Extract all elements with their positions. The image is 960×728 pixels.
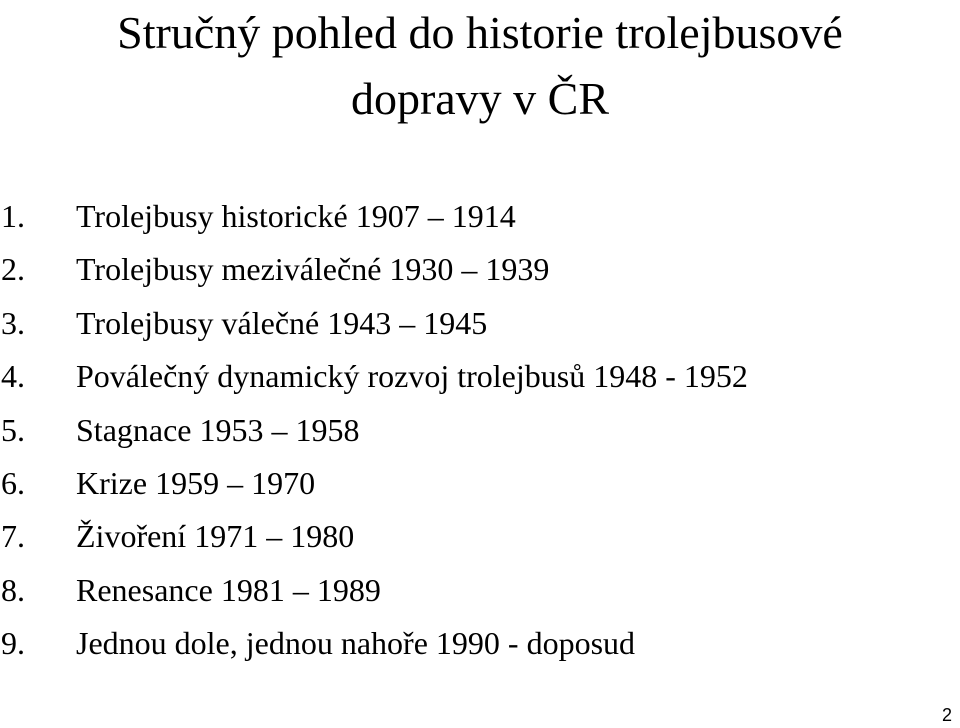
list-item xyxy=(0,350,748,403)
list-item-number: 4. xyxy=(1,358,25,395)
list-item xyxy=(0,564,748,617)
slide-title-line-1: Stručný pohled do historie trolejbusové xyxy=(117,7,843,58)
list-item-number: 2. xyxy=(1,251,25,288)
list-item xyxy=(0,404,748,457)
page-number: 2 xyxy=(941,705,952,725)
list-item-text: Stagnace 1953 – 1958 xyxy=(76,411,360,448)
list-item-number: 9. xyxy=(1,625,25,662)
list-item-number: 1. xyxy=(1,198,25,234)
list-item xyxy=(0,617,748,670)
slide-title xyxy=(0,0,960,132)
list-item-text: Jednou dole, jednou nahoře 1990 - doposud xyxy=(76,625,636,662)
agenda-list xyxy=(0,190,748,671)
list-item-number: 5. xyxy=(1,411,25,448)
list-item xyxy=(0,510,748,563)
list-item-text: Trolejbusy historické 1907 – 1914 xyxy=(76,198,516,234)
list-item-text: Poválečný dynamický rozvoj trolejbusů 1948 - 1952 xyxy=(76,358,748,395)
list-item-number: 7. xyxy=(1,518,25,555)
list-item xyxy=(0,297,748,350)
list-item-text: Krize 1959 – 1970 xyxy=(76,464,316,501)
list-item-number: 3. xyxy=(1,304,25,341)
list-item xyxy=(0,190,748,243)
list-item xyxy=(0,457,748,510)
list-item-text: Renesance 1981 – 1989 xyxy=(76,571,381,608)
list-item-number: 6. xyxy=(1,464,25,501)
list-item xyxy=(0,243,748,296)
list-item-text: Trolejbusy meziválečné 1930 – 1939 xyxy=(76,251,550,288)
list-item-number: 8. xyxy=(1,571,25,608)
list-item-text: Trolejbusy válečné 1943 – 1945 xyxy=(76,304,488,341)
list-item-text: Živoření 1971 – 1980 xyxy=(76,518,355,555)
slide-title-line-2: dopravy v ČR xyxy=(350,73,610,124)
